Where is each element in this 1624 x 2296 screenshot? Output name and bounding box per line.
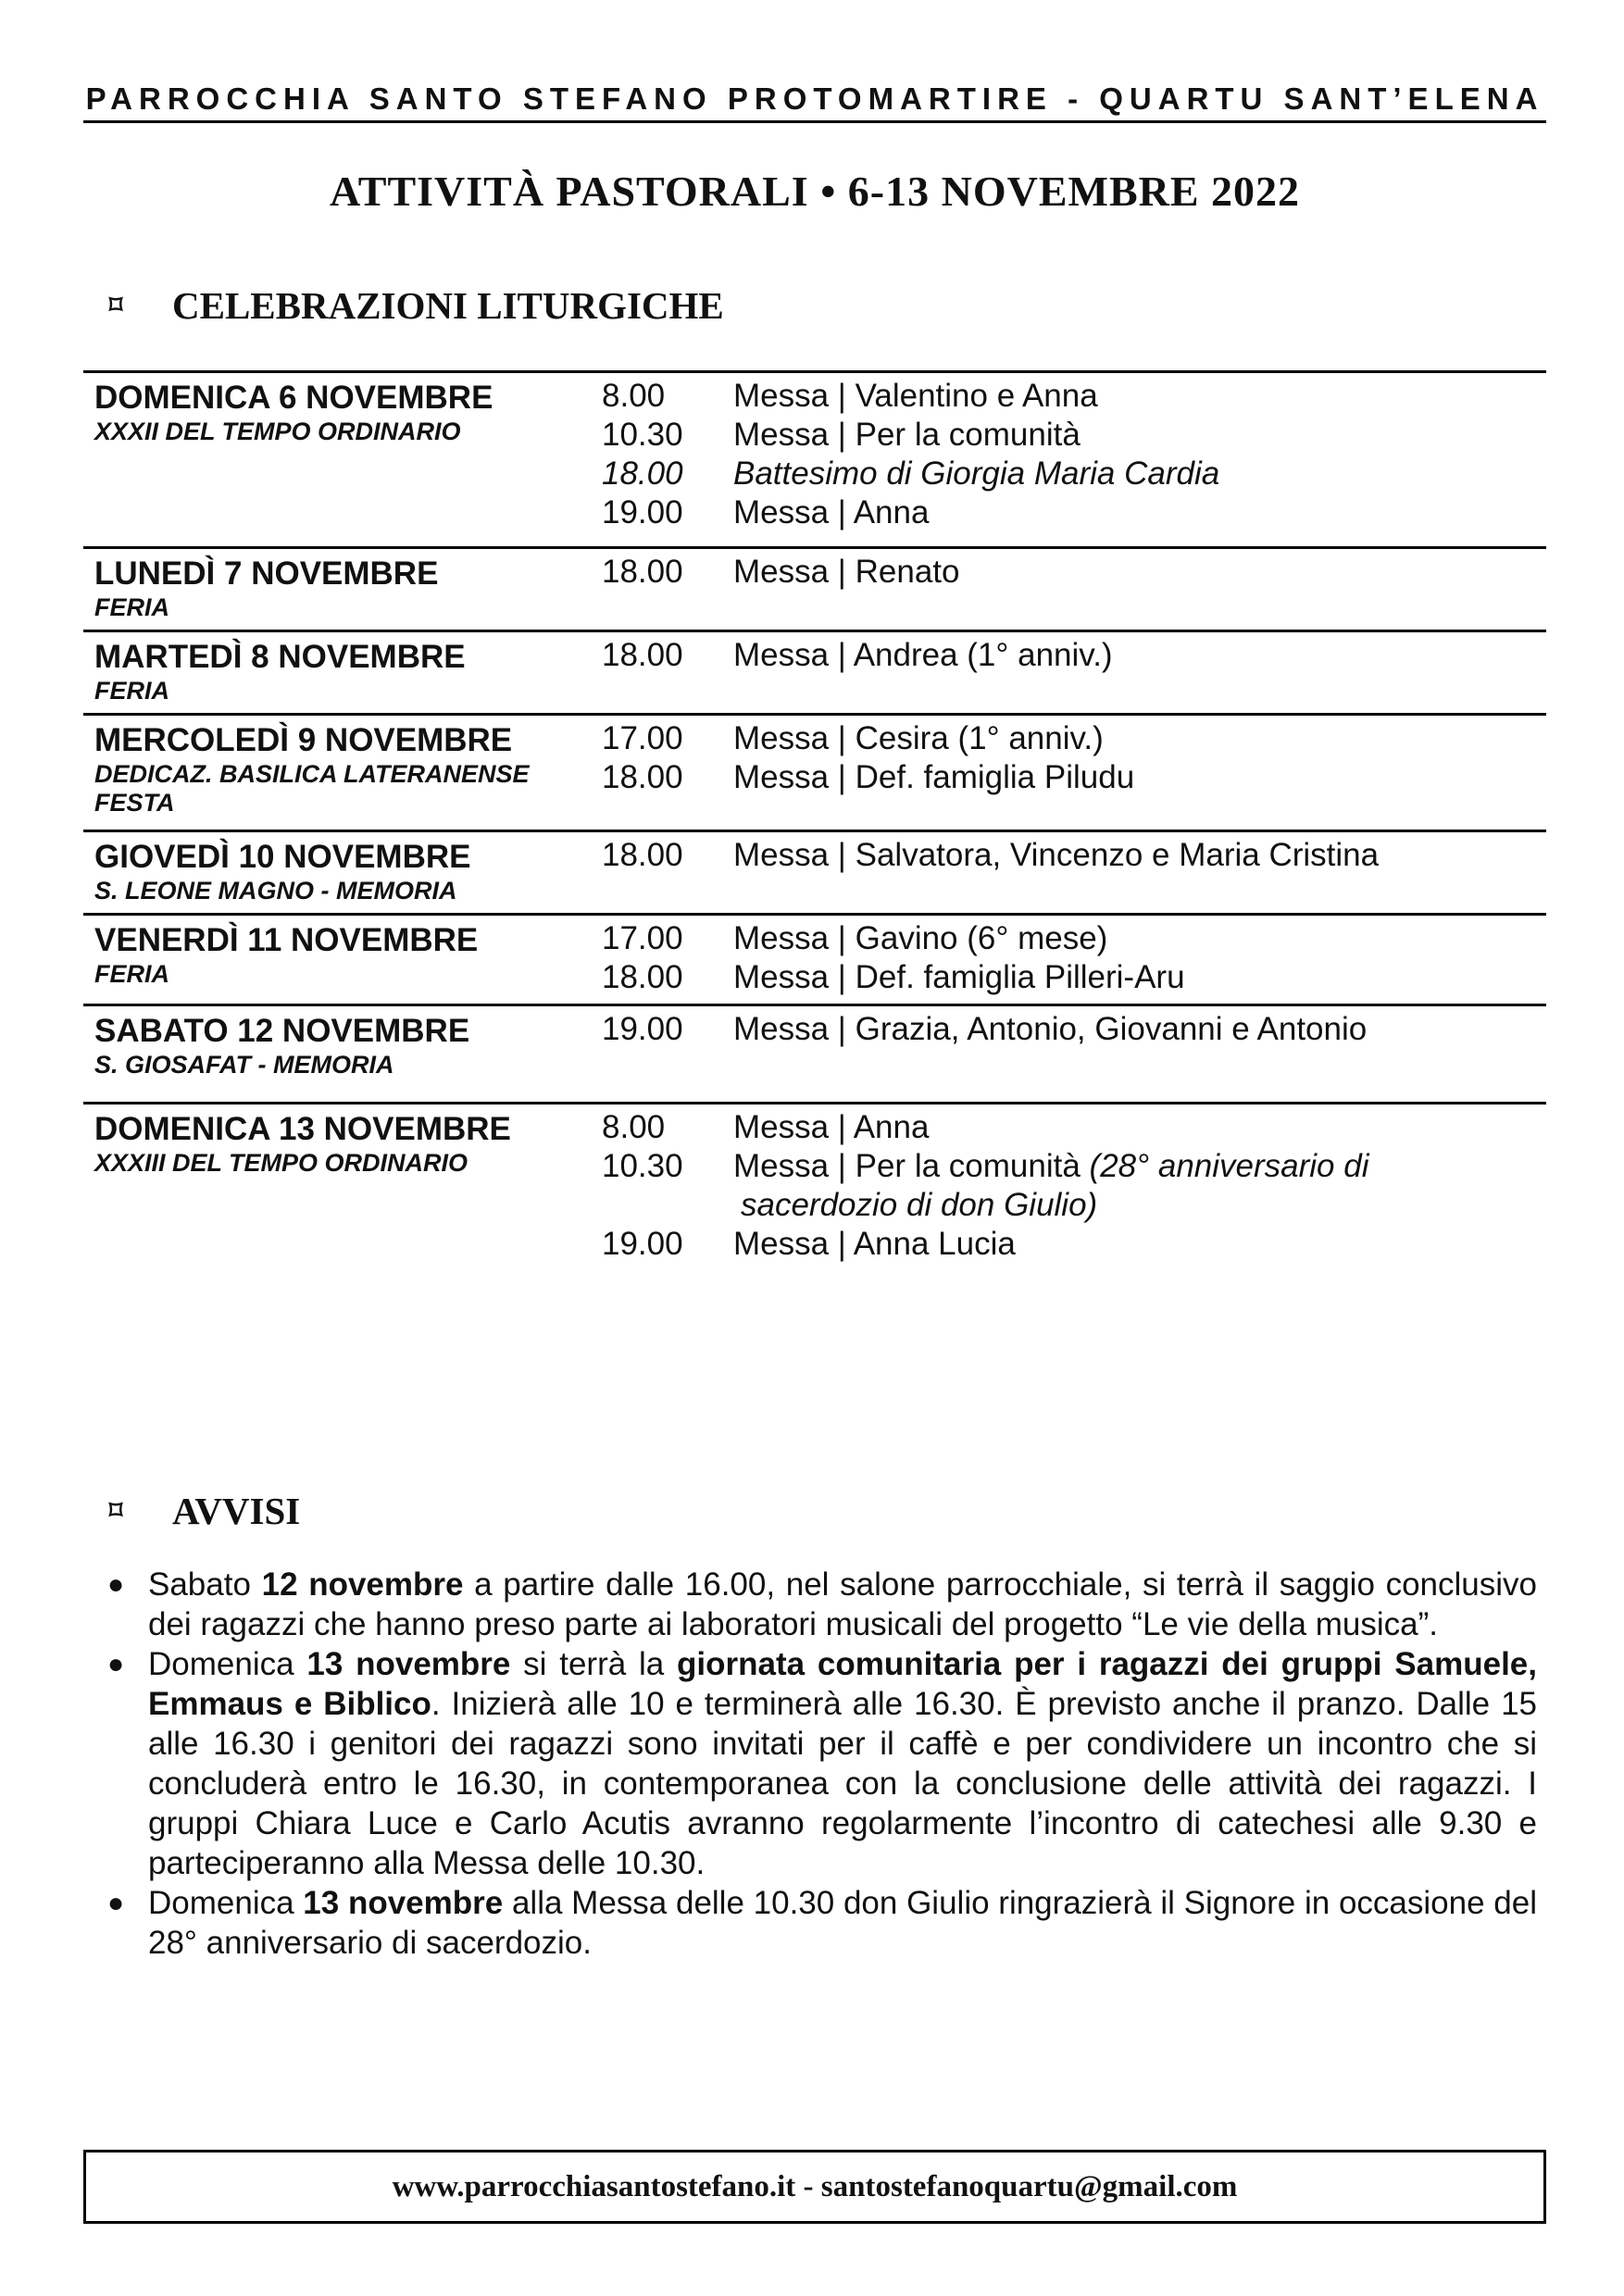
event-list <box>602 919 1537 997</box>
liturgical-note: FESTA <box>94 789 175 817</box>
event-time: 18.00 <box>602 455 683 492</box>
day-name: DOMENICA 13 NOVEMBRE <box>94 1111 511 1147</box>
star-icon: ⌑ <box>108 1497 123 1526</box>
notice-highlight: 13 novembre <box>303 1885 504 1921</box>
liturgical-note: XXXIII DEL TEMPO ORDINARIO <box>94 1149 468 1177</box>
star-icon: ⌑ <box>108 292 123 320</box>
event-item <box>602 377 1537 416</box>
event-description: Battesimo di Giorgia Maria Cardia <box>733 455 1220 492</box>
event-item <box>602 636 1537 675</box>
day-info <box>94 838 594 905</box>
event-item <box>602 1225 1537 1264</box>
notice-segment: Domenica <box>148 1885 304 1921</box>
liturgical-note: S. GIOSAFAT - MEMORIA <box>94 1051 394 1079</box>
event-item <box>602 1010 1537 1049</box>
notice-text <box>148 1565 1546 1644</box>
day-row <box>83 1004 1546 1102</box>
bullet-icon: ● <box>106 1649 125 1679</box>
day-name: SABATO 12 NOVEMBRE <box>94 1013 470 1049</box>
notice-item <box>83 1644 1546 1883</box>
event-description: Messa | Grazia, Antonio, Giovanni e Antonio <box>733 1011 1368 1047</box>
event-time: 18.00 <box>602 959 683 995</box>
event-time: 8.00 <box>602 378 666 414</box>
notice-segment: Domenica <box>148 1646 307 1682</box>
event-item <box>602 958 1537 997</box>
event-item <box>602 758 1537 797</box>
notices-heading <box>100 1489 300 1533</box>
event-description: Messa | Per la comunità <box>733 417 1081 453</box>
celebrations-heading <box>100 283 724 328</box>
liturgical-note: FERIA <box>94 677 169 705</box>
parish-header: PARROCCHIA SANTO STEFANO PROTOMARTIRE - QUARTU SANT’ELENA <box>85 81 1544 116</box>
day-name: DOMENICA 6 NOVEMBRE <box>94 380 493 416</box>
event-note-continuation: sacerdozio di don Giulio) <box>741 1187 1098 1223</box>
event-description: Messa | Def. famiglia Pilleri-Aru <box>733 959 1185 995</box>
event-list <box>602 377 1537 532</box>
event-list <box>602 553 1537 592</box>
notice-text <box>148 1644 1546 1883</box>
event-item <box>602 1108 1537 1147</box>
event-description: Messa | Anna Lucia <box>733 1226 1016 1262</box>
notice-item <box>83 1883 1546 1963</box>
event-item <box>602 836 1537 875</box>
day-info <box>94 1012 594 1079</box>
event-list <box>602 636 1537 675</box>
event-list <box>602 1108 1537 1264</box>
day-name: MARTEDÌ 8 NOVEMBRE <box>94 639 466 675</box>
liturgical-note: FERIA <box>94 593 169 621</box>
event-time: 19.00 <box>602 1011 683 1047</box>
event-time: 19.00 <box>602 1226 683 1262</box>
event-note: (28° anniversario di <box>1089 1148 1369 1184</box>
event-item <box>602 919 1537 958</box>
notice-text <box>148 1883 1546 1963</box>
event-list <box>602 836 1537 875</box>
event-time: 18.00 <box>602 637 683 673</box>
event-time: 17.00 <box>602 920 683 956</box>
event-time: 10.30 <box>602 1148 683 1184</box>
event-description: Messa | Anna <box>733 1109 930 1145</box>
event-time: 18.00 <box>602 554 683 590</box>
notice-segment: . Inizierà alle 10 e terminerà alle 16.30. È previsto anche il pranzo. Dalle 15 alle 16.30 i genitori dei ragazzi sono invitati per il caffè e per condividere un incontro che si concluderà entro le 16.30, in contemporanea con la conclusione delle attività dei ragazzi. I gruppi Chiara Luce e Carlo Acutis avranno regolarmente l’incontro di catechesi alle 9.30 e parteciperanno alla Messa delle 10.30. <box>148 1686 1537 1881</box>
day-name: MERCOLEDÌ 9 NOVEMBRE <box>94 722 513 758</box>
day-row <box>83 546 1546 630</box>
day-row <box>83 913 1546 1004</box>
event-description: Messa | Valentino e Anna <box>733 378 1098 414</box>
notice-highlight: 13 novembre <box>306 1646 511 1682</box>
day-info <box>94 638 594 705</box>
event-item <box>602 493 1537 532</box>
footer-contact-box <box>83 2150 1546 2224</box>
event-time: 18.00 <box>602 759 683 795</box>
notice-segment: alla Messa delle 10.30 don Giulio ringrazierà il Signore in occasione del 28° anniversario di sacerdozio. <box>148 1885 1537 1961</box>
day-info <box>94 721 594 817</box>
liturgical-schedule <box>83 370 1546 1262</box>
event-item <box>602 455 1537 493</box>
event-description: Messa | Gavino (6° mese) <box>733 920 1108 956</box>
liturgical-note: S. LEONE MAGNO - MEMORIA <box>94 877 457 905</box>
event-time: 8.00 <box>602 1109 666 1145</box>
event-item <box>602 416 1537 455</box>
event-description: Messa | Def. famiglia Piludu <box>733 759 1135 795</box>
event-time: 17.00 <box>602 720 683 756</box>
notice-highlight: giornata comunitaria per i ragazzi dei gruppi Samuele, Emmaus e Biblico <box>148 1646 1537 1722</box>
event-list <box>602 1010 1537 1049</box>
day-info <box>94 555 594 622</box>
day-row <box>83 630 1546 713</box>
celebrations-heading-label: CELEBRAZIONI LITURGICHE <box>172 284 724 327</box>
liturgical-note: DEDICAZ. BASILICA LATERANENSE <box>94 760 530 788</box>
event-description: Messa | Andrea (1° anniv.) <box>733 637 1113 673</box>
event-description: Messa | Salvatora, Vincenzo e Maria Cristina <box>733 837 1380 873</box>
notice-segment: a partire dalle 16.00, nel salone parrocchiale, si terrà il saggio conclusivo dei ragazzi che hanno preso parte ai laboratori musicali del progetto “Le vie della musica”. <box>148 1566 1537 1642</box>
bullet-icon: ● <box>106 1569 125 1600</box>
notice-highlight: 12 novembre <box>261 1566 464 1603</box>
day-info <box>94 921 594 989</box>
event-time: 10.30 <box>602 417 683 453</box>
day-row <box>83 713 1546 830</box>
event-description: Messa | Per la comunità <box>733 1148 1081 1184</box>
event-description: Messa | Anna <box>733 494 930 530</box>
day-name: GIOVEDÌ 10 NOVEMBRE <box>94 839 471 875</box>
event-list <box>602 719 1537 797</box>
notice-item <box>83 1565 1546 1644</box>
liturgical-note: FERIA <box>94 960 169 988</box>
day-info <box>94 1110 594 1178</box>
day-name: LUNEDÌ 7 NOVEMBRE <box>94 555 439 592</box>
bullet-icon: ● <box>106 1888 125 1918</box>
day-row <box>83 830 1546 913</box>
header-divider <box>83 120 1546 123</box>
page-title: ATTIVITÀ PASTORALI • 6-13 NOVEMBRE 2022 <box>329 168 1301 215</box>
day-row <box>83 1102 1546 1262</box>
event-time: 18.00 <box>602 837 683 873</box>
notice-segment: si terrà la <box>510 1646 678 1682</box>
event-description: Messa | Renato <box>733 554 960 590</box>
event-item <box>602 719 1537 758</box>
notice-segment: Sabato <box>148 1566 262 1603</box>
footer-contact: www.parrocchiasantostefano.it - santostefanoquartu@gmail.com <box>392 2169 1238 2203</box>
notices-list <box>83 1565 1546 1963</box>
event-item <box>602 553 1537 592</box>
liturgical-note: XXXII DEL TEMPO ORDINARIO <box>94 418 461 445</box>
notices-heading-label: AVVISI <box>172 1490 301 1532</box>
event-item <box>602 1147 1537 1225</box>
event-description: Messa | Cesira (1° anniv.) <box>733 720 1104 756</box>
day-info <box>94 379 594 446</box>
day-row <box>83 370 1546 546</box>
event-time: 19.00 <box>602 494 683 530</box>
day-name: VENERDÌ 11 NOVEMBRE <box>94 922 479 958</box>
